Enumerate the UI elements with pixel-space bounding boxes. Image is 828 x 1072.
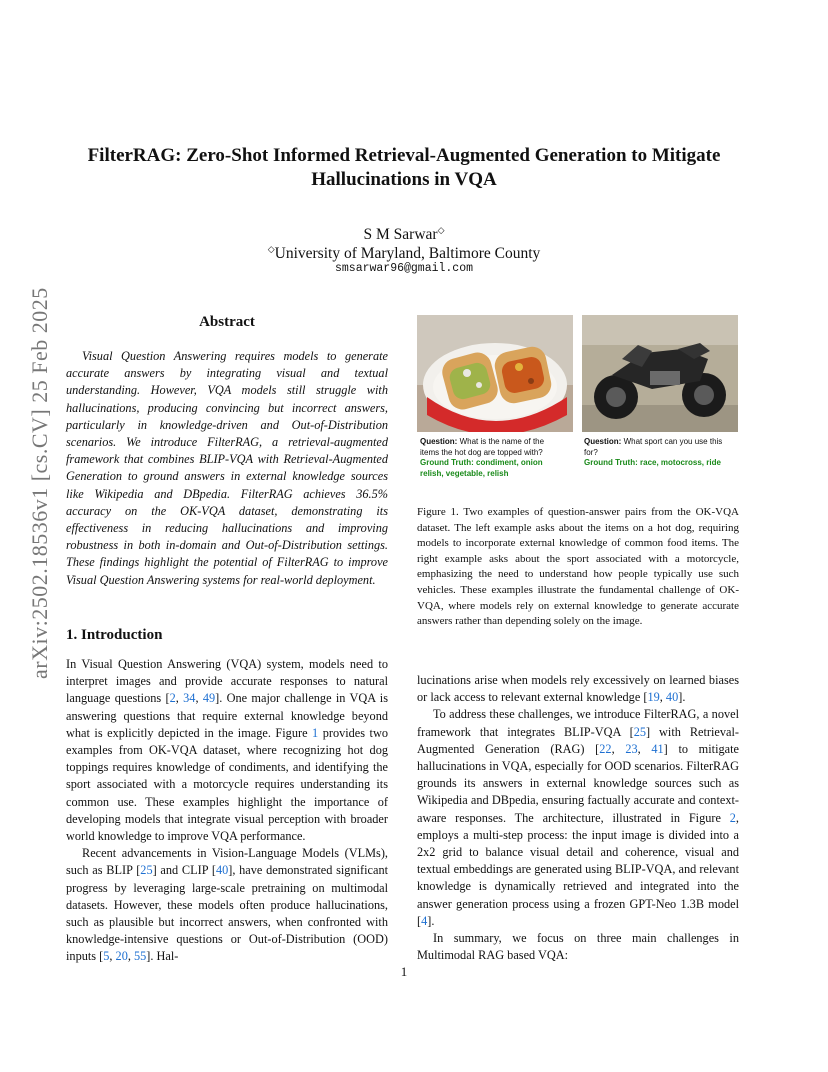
text-span: ] with Retrieval-Augmented Generation (RAG) [ [417, 724, 739, 756]
left-gt-text: condiment, onion relish, vegetable, relish [420, 458, 543, 478]
abstract-body: Visual Question Answering requires models to generate accurate answers by integrating visual and textual understanding. However, VQA models still struggle with hallucinations, producing convincing but incorrect answers, particularly in knowledge-driven and Out-of-Distribution scenarios. We introduce FilterRAG, a retrieval-augmented framework that combines BLIP-VQA with Retrieval-Augmented Generation to ground answers in external knowledge sources like Wikipedia and DBpedia. FilterRAG achieves 36.5% accuracy on the OK-VQA dataset, demonstrating its effectiveness in reducing hallucinations and improving robustness in both in-domain and Out-of-Distribution settings. These findings highlight the potential of FilterRAG to improve Visual Question Answering systems for real-world deployment. [66, 349, 388, 587]
citation-link[interactable]: 20 [115, 949, 128, 964]
figure-right-qa [584, 437, 734, 469]
left-question-text: What is the name of the items the hot dog are topped with? [420, 437, 545, 457]
text-span: ] and CLIP [ [152, 863, 216, 878]
hotdog-image [417, 315, 573, 432]
citation-link[interactable]: 55 [134, 949, 147, 964]
section-heading-introduction: 1. Introduction [66, 627, 163, 643]
right-column-text [417, 672, 739, 964]
intro-paragraph-4: In summary, we focus on three main challenges in Multimodal RAG based VQA: [417, 931, 739, 963]
citation-link[interactable]: 5 [103, 949, 110, 964]
text-span: lucinations arise when models rely excessively on learned biases or lack access to relevant external knowledge [ [417, 673, 739, 705]
citation-link[interactable]: 23 [625, 741, 638, 756]
right-question-label: Question: [584, 437, 622, 446]
text-span: ] to mitigate hallucinations in VQA, especially for OOD scenarios. FilterRAG grounds its answers in external knowledge sources such as Wikipedia and DBpedia, ensuring factually accurate and context-aware responses. The architecture, illustrated in Figure [417, 741, 739, 825]
text-span: provides two examples from OK-VQA dataset, where recognizing hot dog toppings requires knowledge of condiments, and identifying the sport associated with a motorcycle requires understanding its common use. These examples highlight the importance of developing models that integrate visual perception with broader world knowledge to improve VQA performance. [66, 725, 389, 844]
intro-paragraph-2-cont: lucinations arise when models rely excessively on learned biases or lack access to relevant external knowledge [19, 40]. [417, 673, 739, 705]
citation-link[interactable]: 49 [202, 691, 216, 706]
text-span: In Visual Question Answering (VQA) system, models need to interpret images and provide accurate responses to natural language questions [ [66, 657, 388, 706]
title-line-2: Hallucinations in VQA [311, 169, 497, 190]
figure-link[interactable]: 2 [729, 810, 736, 825]
intro-paragraph-1: In Visual Question Answering (VQA) system, models need to interpret images and provide accurate responses to natural language questions [2, 34, 49]. One major challenge in VQA is answering questions that require external knowledge beyond what is explicitly depicted in the image. Figure 1 provides two examples from OK-VQA dataset, where recognizing hot dog toppings requires knowledge of condiments, and identifying the sport associated with a motorcycle requires understanding its common use. These examples highlight the importance of developing models that integrate visual perception with broader world knowledge to improve VQA performance. [66, 657, 389, 844]
figure-left-qa [420, 437, 560, 479]
affiliation-text: University of Maryland, Baltimore County [274, 245, 541, 263]
author-email[interactable]: smsarwar96@gmail.com [334, 262, 474, 275]
citation-link[interactable]: 2 [169, 691, 176, 706]
text-span: Recent advancements in Vision-Language Models (VLMs), such as BLIP [ [66, 846, 388, 878]
left-question-label: Question: [420, 437, 458, 446]
text-span: ]. [678, 690, 686, 705]
text-span: ]. Hal- [146, 949, 179, 964]
title-line-1: FilterRAG: Zero-Shot Informed Retrieval-Augmented Generation to Mitigate [87, 145, 721, 166]
abstract-heading: Abstract [199, 314, 255, 330]
author-mark: ◇ [437, 225, 445, 235]
intro-paragraph-2: Recent advancements in Vision-Language Models (VLMs), such as BLIP [25] and CLIP [40], have demonstrated significant progress by leveraging large-scale pretraining on multimodal datasets. However, these models often produce hallucinations, such as plausible but incorrect answers, when confronted with knowledge-intensive questions or Out-of-Distribution (OOD) inputs [5, 20, 55]. Hal- [66, 846, 389, 964]
author-text: S M Sarwar [363, 226, 438, 244]
citation-link[interactable]: 25 [140, 863, 153, 878]
citation-link[interactable]: 40 [665, 690, 679, 705]
text-span: ]. [427, 913, 435, 928]
text-span: To address these challenges, we introduce FilterRAG, a novel framework that integrates BLIP-VQA [ [417, 707, 739, 739]
motorcycle-image [582, 315, 738, 432]
paper-title [70, 144, 738, 192]
citation-link[interactable]: 40 [215, 863, 229, 878]
figure-link[interactable]: 1 [312, 725, 319, 740]
left-gt-label: Ground Truth: [420, 458, 474, 468]
intro-paragraph-3: To address these challenges, we introduce FilterRAG, a novel framework that integrates BLIP-VQA [25] with Retrieval-Augmented Generation (RAG) [22, 23, 41] to mitigate hallucinations in VQA, especially for OOD scenarios. FilterRAG grounds its answers in external knowledge sources such as Wikipedia and DBpedia, ensuring factually accurate and context-aware responses. The architecture, illustrated in Figure 2, employs a multi-step process: the input image is divided into a 2x2 grid to balance visual detail and coherence, visual and textual embeddings are generated using BLIP-VQA, and relevant knowledge is dynamically retrieved and integrated into the answer generation process using a frozen GPT-Neo 1.3B model [4]. [417, 707, 739, 928]
citation-link[interactable]: 34 [183, 691, 196, 706]
hotdog-illustration [417, 315, 573, 432]
citation-link[interactable]: 22 [599, 741, 612, 756]
motorcycle-illustration [582, 315, 738, 432]
right-gt-text: race, motocross, ride [640, 458, 721, 468]
left-column-text [66, 656, 388, 966]
citation-link[interactable]: 4 [421, 913, 428, 928]
citation-link[interactable]: 41 [651, 741, 664, 756]
arxiv-sidebar-id: arXiv:2502.18536v1 [cs.CV] 25 Feb 2025 [27, 287, 52, 679]
text-span: ], have demonstrated significant progress by leveraging large-scale pretraining on multimodal datasets. However, these models often produce hallucinations, such as plausible but incorrect answers, when confronted with knowledge-intensive questions or Out-of-Distribution (OOD) inputs [ [66, 863, 389, 964]
page-number: 1 [400, 964, 408, 979]
figure-caption: Figure 1. Two examples of question-answer pairs from the OK-VQA dataset. The left example asks about the items on a hot dog, requiring models to incorporate external knowledge of common food items. The right example asks about the sport associated with a motorcycle, emphasizing the need to understand how people typically use such vehicles. These examples illustrate the fundamental challenge of OK-VQA, where models rely on external knowledge to generate accurate answers rather than depending solely on the image. [417, 506, 739, 628]
citation-link[interactable]: 25 [633, 724, 647, 739]
text-span: , employs a multi-step process: the input image is divided into a 2x2 grid to balance visual detail and coherence, visual and textual embeddings are generated using BLIP-VQA, and relevant knowledge is dynamically retrieved and integrated into the answer generation process using a frozen GPT-Neo 1.3B model [ [417, 810, 739, 928]
affiliation-mark: ◇ [267, 244, 275, 254]
right-question-text: What sport can you use this for? [584, 437, 723, 457]
affiliation [200, 239, 608, 264]
right-gt-label: Ground Truth: [584, 458, 638, 468]
text-span: ]. One major challenge in VQA is answering questions that require external knowledge beyond what is explicitly depicted in the image. Figure [66, 691, 389, 740]
citation-link[interactable]: 19 [647, 690, 660, 705]
